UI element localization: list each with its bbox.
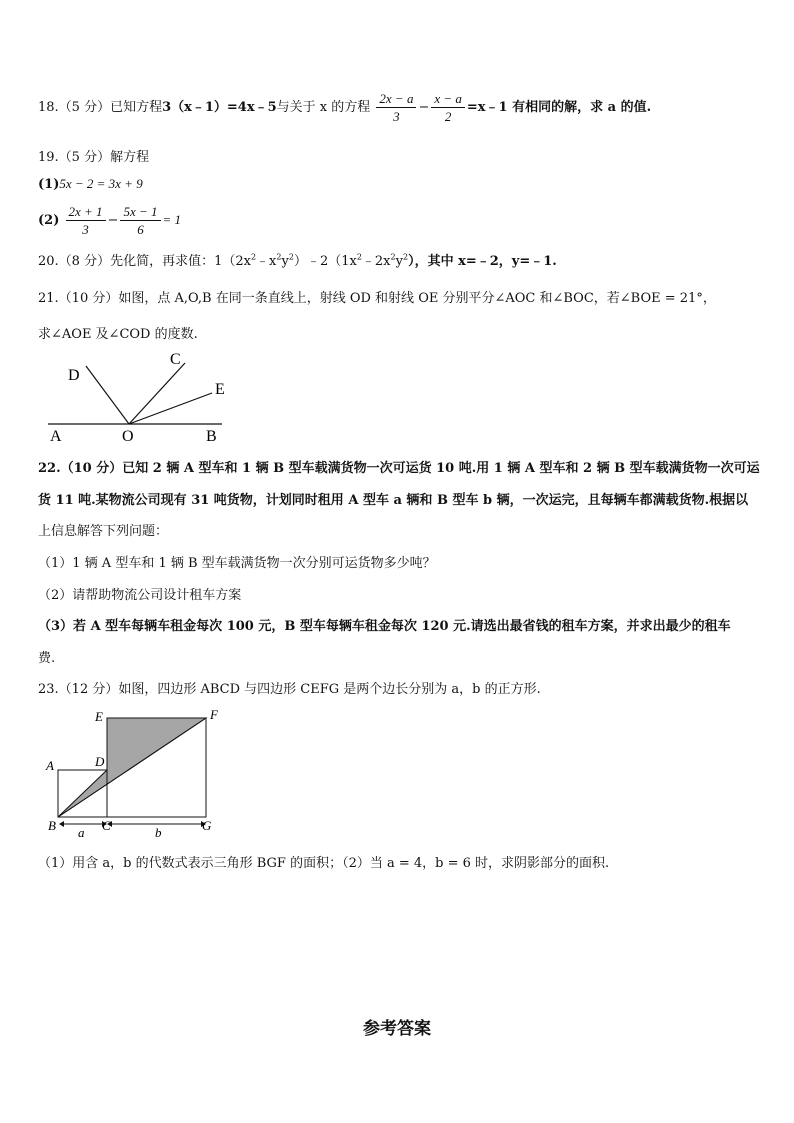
- q19-part2-label: (2): [38, 213, 60, 228]
- label-F: F: [210, 707, 218, 722]
- question-23-line-1: 23.（12 分）如图，四边形 ABCD 与四边形 CEFG 是两个边长分别为 a，b 的正方形.: [38, 682, 541, 697]
- question-21-line-2: 求∠AOE 及∠COD 的度数.: [38, 327, 198, 342]
- question-22-line-1: 22.（10 分）已知 2 辆 A 型车和 1 辆 B 型车载满货物一次可运货 10 吨.用 1 辆 A 型车和 2 辆 B 型车载满货物一次可运: [38, 461, 760, 476]
- label-A: A: [50, 428, 62, 445]
- question-18: [38, 88, 651, 128]
- question-22-line-3: 上信息解答下列问题：: [38, 524, 169, 539]
- question-22-line-2: 货 11 吨.某物流公司现有 31 吨货物，计划同时租用 A 型车 a 辆和 B 型车 b 辆，一次运完，且每辆车都满载货物.根据以: [38, 493, 749, 508]
- question-19-part-2: [38, 200, 181, 240]
- q23-squares-figure: [40, 704, 230, 844]
- q19-rhs: = 1: [162, 212, 182, 227]
- label-B: B: [48, 818, 56, 833]
- ray-oc: [129, 363, 185, 424]
- q18-fraction-1: $\frac{2x - a}{3}$: [376, 90, 416, 125]
- question-19-part-1: [38, 176, 143, 192]
- label-B: B: [206, 428, 217, 445]
- label-E: E: [95, 709, 103, 724]
- label-a: a: [78, 825, 85, 840]
- label-A: A: [46, 758, 54, 773]
- q19-fraction-1: $\frac{2x + 1}{3}$: [66, 203, 106, 238]
- question-20: 20.（8 分）先化简，再求值：$1(2x^2﹣x^2y^2)﹣2(1x^2﹣2x^2y^2)$，其中 x=﹣2，y=﹣1.: [38, 252, 557, 269]
- question-22-sub-3a: （3）若 A 型车每辆车租金每次 100 元，B 型车每辆车租金每次 120 元.请选出最省钱的租车方案，并求出最少的租车: [38, 619, 731, 634]
- label-O: O: [122, 428, 134, 445]
- q18-label: 18.（5 分）已知方程: [38, 100, 163, 115]
- q21-angle-figure: [40, 348, 240, 446]
- q18-fraction-2: $\frac{x - a}{2}$: [431, 90, 465, 125]
- q18-tail: =x﹣1 有相同的解，求 a 的值.: [466, 100, 652, 115]
- q18-mid: 与关于 x 的方程: [276, 100, 371, 115]
- question-23-line-2: （1）用含 a，b 的代数式表示三角形 BGF 的面积；（2）当 a = 4，b = 6 时，求阴影部分的面积.: [38, 856, 610, 871]
- q19-fraction-2: $\frac{5x - 1}{6}$: [120, 203, 160, 238]
- ray-od: [86, 366, 129, 424]
- q19-part1-label: (1): [38, 177, 60, 192]
- label-C: C: [170, 351, 181, 368]
- label-D: D: [95, 754, 105, 769]
- q18-minus: −: [418, 100, 430, 115]
- question-22-sub-1: （1）1 辆 A 型车和 1 辆 B 型车载满货物一次分别可运货物多少吨？: [38, 556, 436, 571]
- arrow-a-left: [59, 821, 64, 827]
- label-D: D: [68, 367, 80, 384]
- question-22-sub-3b: 费.: [38, 651, 56, 666]
- label-C: C: [102, 818, 111, 833]
- q19-part1-equation: 5x − 2 = 3x + 9: [59, 176, 143, 191]
- q18-equation-1: 3（x﹣1）=4x﹣5: [162, 100, 277, 115]
- question-22-sub-2: （2）请帮助物流公司设计租车方案: [38, 588, 242, 603]
- label-E: E: [215, 381, 225, 398]
- answer-heading: 参考答案: [363, 1019, 431, 1039]
- label-G: G: [202, 818, 212, 833]
- label-b: b: [155, 825, 162, 840]
- question-21-line-1: 21.（10 分）如图，点 A,O,B 在同一条直线上，射线 OD 和射线 OE 分别平分∠AOC 和∠BOC，若∠BOE = 21°，: [38, 291, 716, 306]
- ray-oe: [129, 393, 212, 424]
- q19-minus: −: [107, 213, 119, 228]
- question-19-label: 19.（5 分）解方程: [38, 150, 150, 165]
